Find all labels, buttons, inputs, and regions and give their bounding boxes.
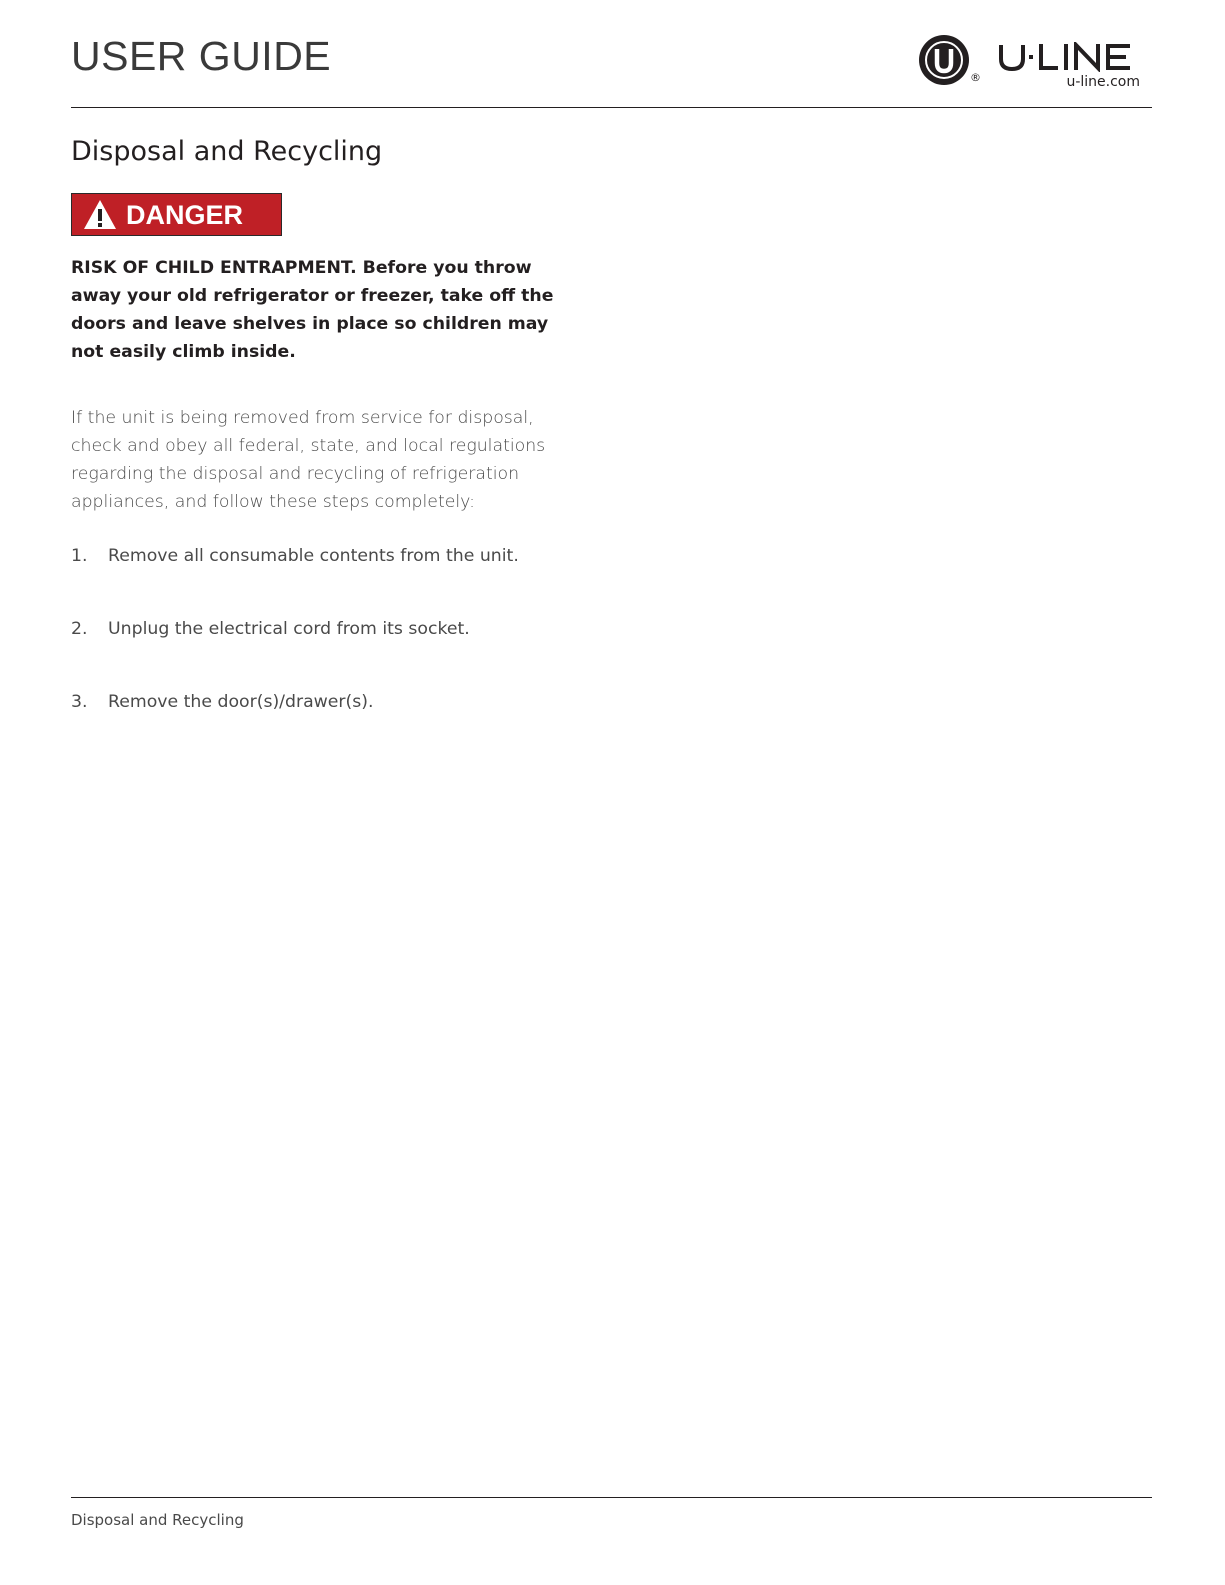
- intro-paragraph: If the unit is being removed from service for disposal, check and obey all federal, state, and local regulations regarding the disposal and recycling of refrigeration appliances, and follow these steps completely:: [71, 408, 546, 512]
- step-number: 3.: [71, 692, 88, 712]
- list-item: [71, 616, 571, 689]
- step-number: 1.: [71, 546, 88, 566]
- step-text: Unplug the electrical cord from its socket.: [108, 619, 470, 639]
- step-text: Remove all consumable contents from the unit.: [108, 546, 519, 566]
- header-divider: [71, 107, 1152, 108]
- brand-logo: [918, 34, 1150, 94]
- footer-divider: [71, 1497, 1152, 1498]
- step-number: 2.: [71, 619, 88, 639]
- step-text: Remove the door(s)/drawer(s).: [108, 692, 374, 712]
- warning-triangle-icon: [83, 199, 117, 230]
- footer-section-label: Disposal and Recycling: [71, 1511, 244, 1529]
- danger-badge: [71, 193, 282, 236]
- page-header-title: USER GUIDE: [71, 33, 332, 79]
- danger-warning-text: RISK OF CHILD ENTRAPMENT. Before you throw away your old refrigerator or freezer, take off the doors and leave shelves in place so children may not easily climb inside.: [71, 258, 554, 362]
- list-item: [71, 689, 571, 762]
- u-line-logo-icon: [918, 34, 970, 86]
- list-item: [71, 543, 571, 616]
- registered-mark: ®: [970, 71, 981, 84]
- logo-url: u-line.com: [1066, 74, 1140, 90]
- u-line-wordmark: [998, 42, 1148, 72]
- danger-label: DANGER: [126, 199, 244, 230]
- section-heading: Disposal and Recycling: [71, 136, 383, 167]
- disposal-steps-list: [71, 543, 571, 762]
